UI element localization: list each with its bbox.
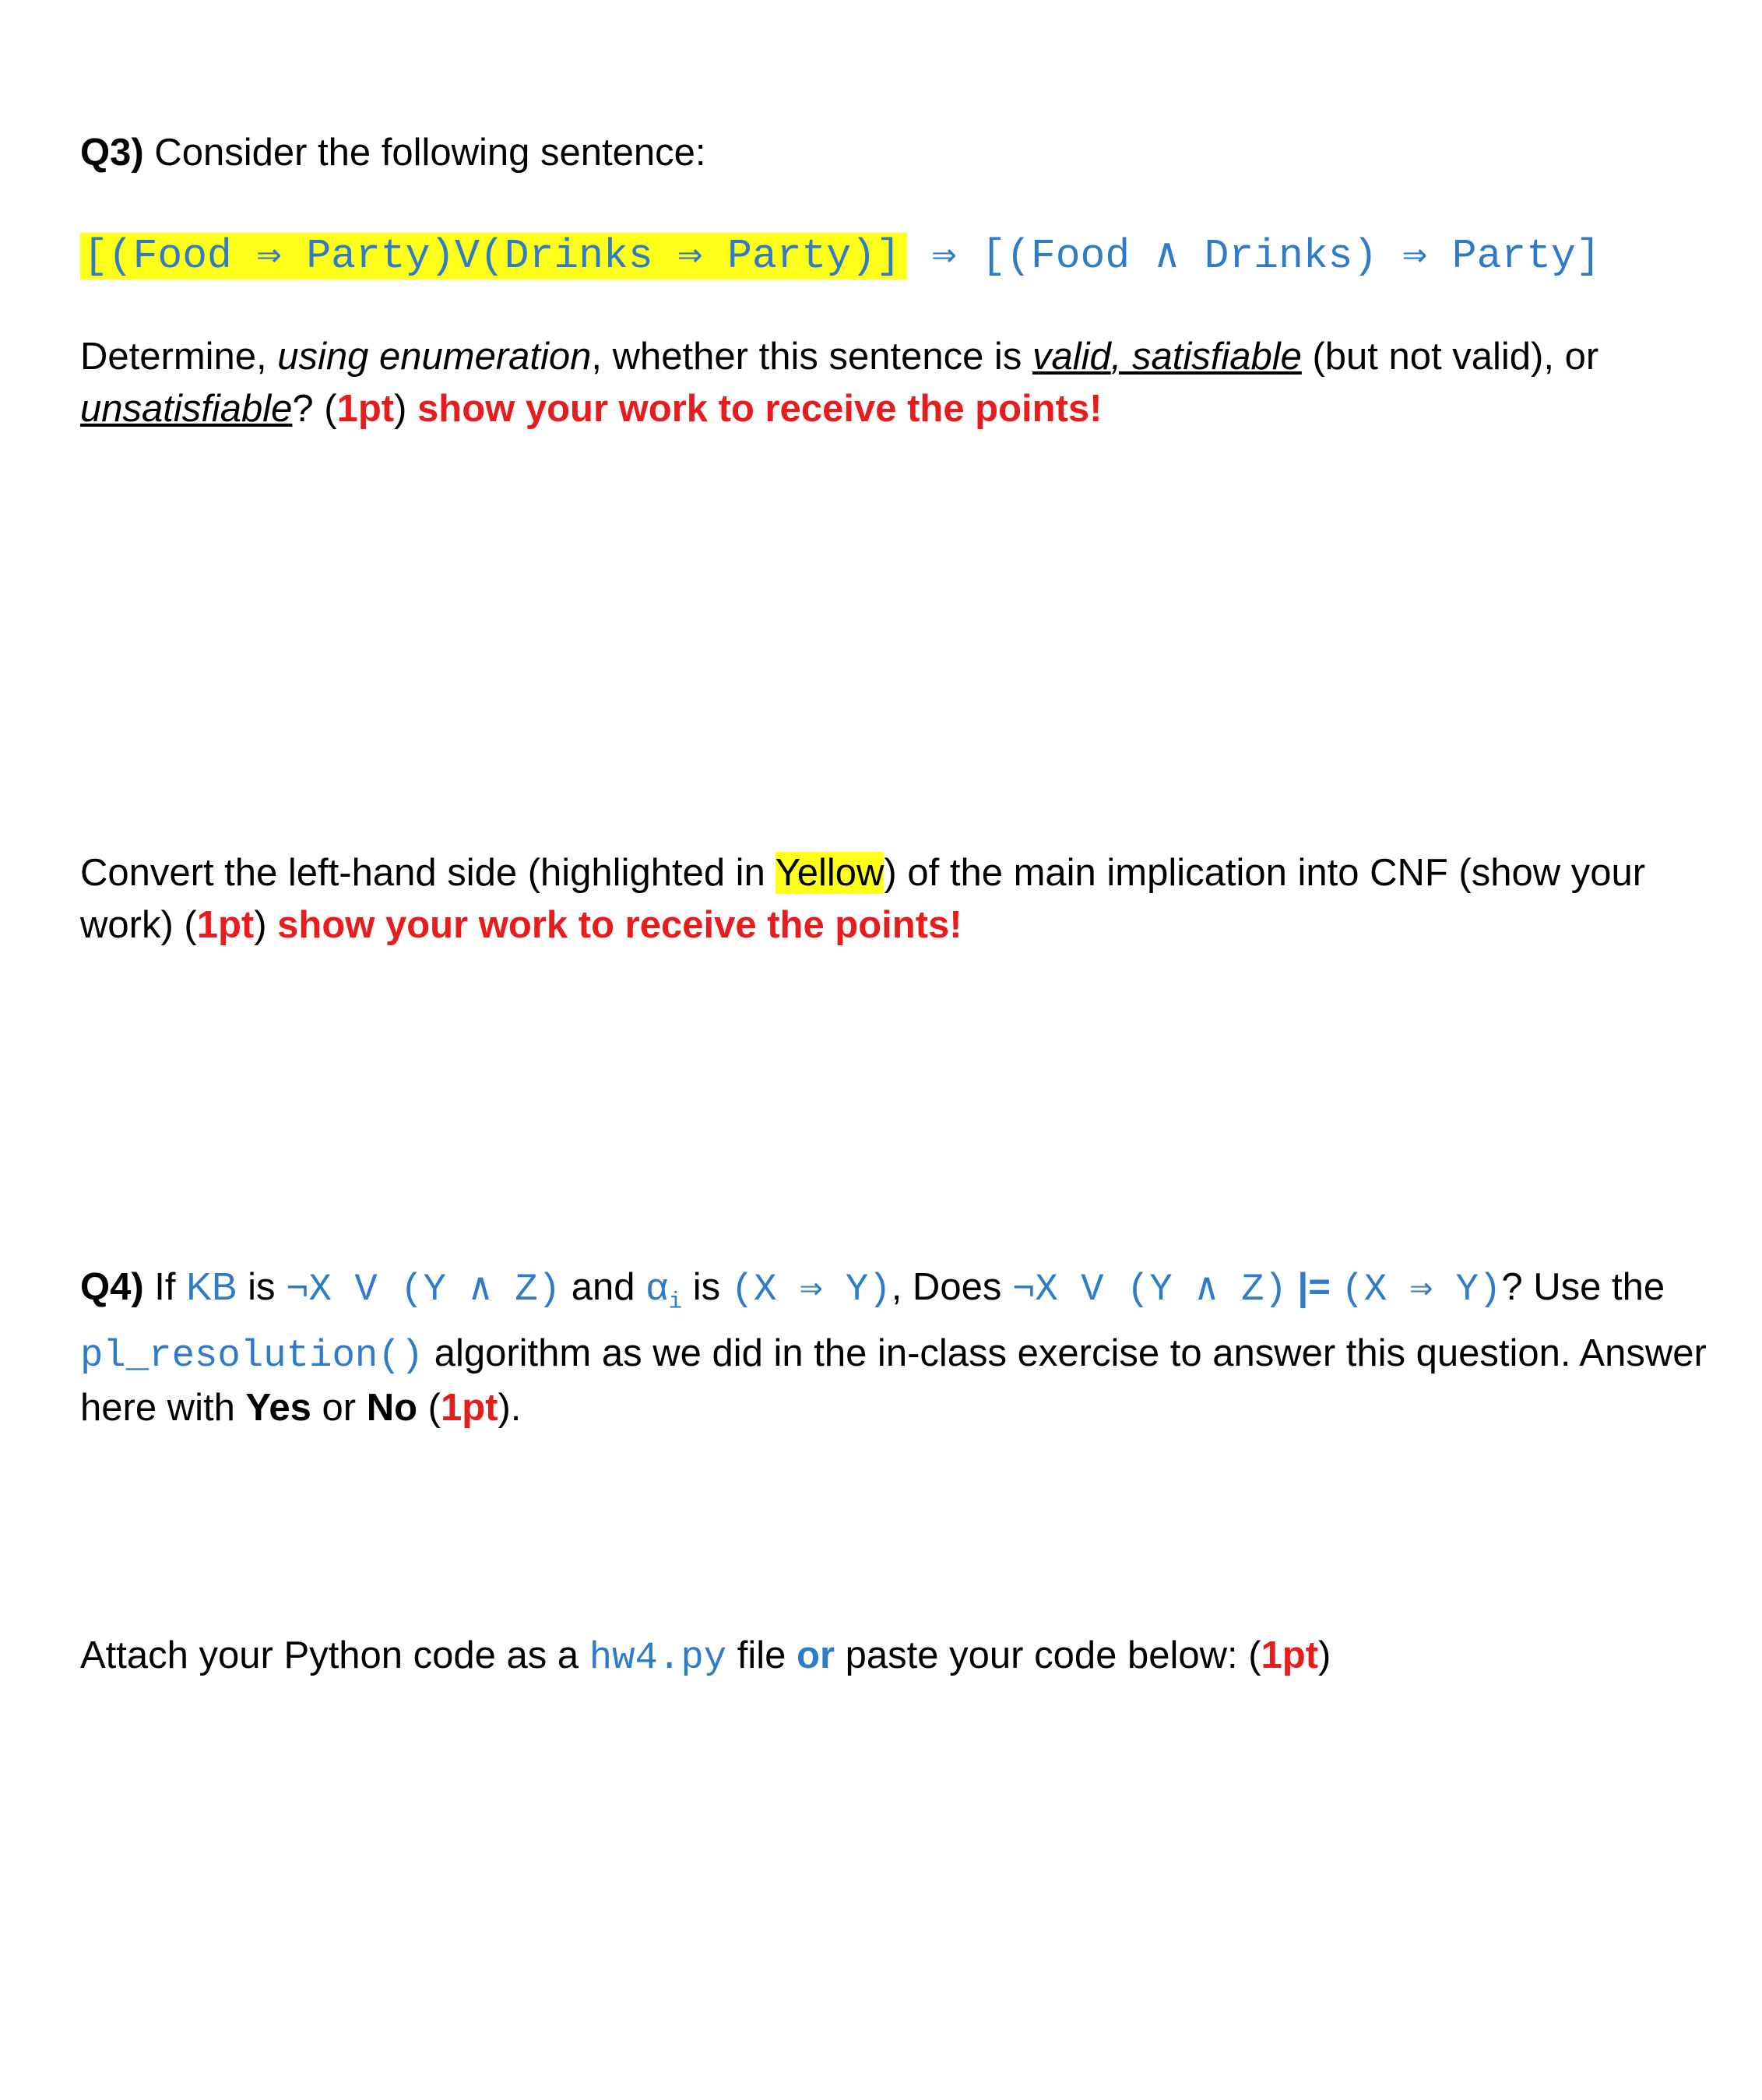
- alpha-char: α: [645, 1268, 669, 1311]
- text-span: , Does: [891, 1266, 1012, 1308]
- satisfiable-term: satisfiable: [1131, 336, 1302, 378]
- valid-term: valid: [1032, 336, 1111, 378]
- text-span: Determine,: [80, 336, 278, 378]
- q4-paragraph: [80, 1261, 1707, 1434]
- points-label: 1pt: [1261, 1634, 1319, 1676]
- formula-lhs-highlighted: [(Food ⇒ Party)V(Drinks ⇒ Party)]: [80, 233, 907, 280]
- query-lhs-expression: ¬X V (Y ∧ Z): [1011, 1268, 1287, 1311]
- points-label: 1pt: [440, 1387, 498, 1430]
- text-span: ): [254, 904, 278, 946]
- entails-symbol: |=: [1286, 1266, 1342, 1308]
- or-word: or: [797, 1634, 835, 1676]
- text-span: paste your code below: (: [835, 1634, 1261, 1676]
- text-span: , whether this sentence is: [591, 336, 1032, 378]
- q3-intro: [80, 127, 1707, 179]
- text-span: ).: [498, 1387, 522, 1430]
- q3-intro-text: Consider the following sentence:: [143, 132, 706, 174]
- formula-rhs: ⇒ [(Food ∧ Drinks) ⇒ Party]: [906, 233, 1601, 280]
- text-span: ) of the main implication into CNF (show your work) (: [80, 852, 1646, 946]
- text-span: algorithm as we did in the in-class exercise to answer this question. Answer here with: [80, 1332, 1707, 1430]
- text-span: and: [561, 1266, 646, 1308]
- text-span: file: [726, 1634, 797, 1676]
- q3-determine-paragraph: [80, 331, 1707, 435]
- text-span: is: [682, 1266, 731, 1308]
- kb-expression: ¬X V (Y ∧ Z): [286, 1268, 561, 1311]
- text-span: If: [143, 1266, 187, 1308]
- no-word: No: [366, 1387, 418, 1430]
- q3-convert-paragraph: [80, 847, 1707, 952]
- text-span: (but not valid), or: [1301, 336, 1599, 378]
- pl-resolution-function: pl_resolution(): [80, 1334, 424, 1378]
- text-span: Attach your Python code as a: [80, 1634, 589, 1676]
- alpha-subscript: i: [668, 1289, 683, 1315]
- text-span: is: [237, 1266, 287, 1308]
- text-span: ,: [1110, 336, 1132, 378]
- text-span: ? (: [292, 388, 337, 430]
- hw4-filename: hw4.py: [589, 1636, 727, 1680]
- yes-word: Yes: [245, 1387, 311, 1430]
- text-span: ? Use the: [1501, 1266, 1665, 1308]
- q3-formula: [80, 226, 1707, 284]
- using-enumeration-text: using enumeration: [277, 336, 592, 378]
- text-span: (: [417, 1387, 441, 1430]
- text-span: ): [1318, 1634, 1331, 1676]
- points-label: 1pt: [336, 388, 395, 430]
- yellow-highlight-word: Yellow: [775, 852, 885, 894]
- alpha-expression: (X ⇒ Y): [730, 1268, 892, 1311]
- query-rhs-expression: (X ⇒ Y): [1341, 1268, 1502, 1311]
- text-span: ): [394, 388, 418, 430]
- kb-term: KB: [186, 1266, 237, 1308]
- text-span: or: [311, 1387, 367, 1430]
- show-work-note: show your work to receive the points!: [417, 388, 1103, 430]
- text-span: Convert the left-hand side (highlighted in: [80, 852, 775, 894]
- q4-heading: Q4): [80, 1266, 144, 1308]
- alpha-symbol: [645, 1268, 683, 1315]
- attach-paragraph: [80, 1630, 1707, 1684]
- points-label: 1pt: [196, 904, 255, 946]
- unsatisfiable-term: unsatisfiable: [80, 388, 293, 430]
- q3-heading: Q3): [80, 132, 144, 174]
- show-work-note: show your work to receive the points!: [277, 904, 962, 946]
